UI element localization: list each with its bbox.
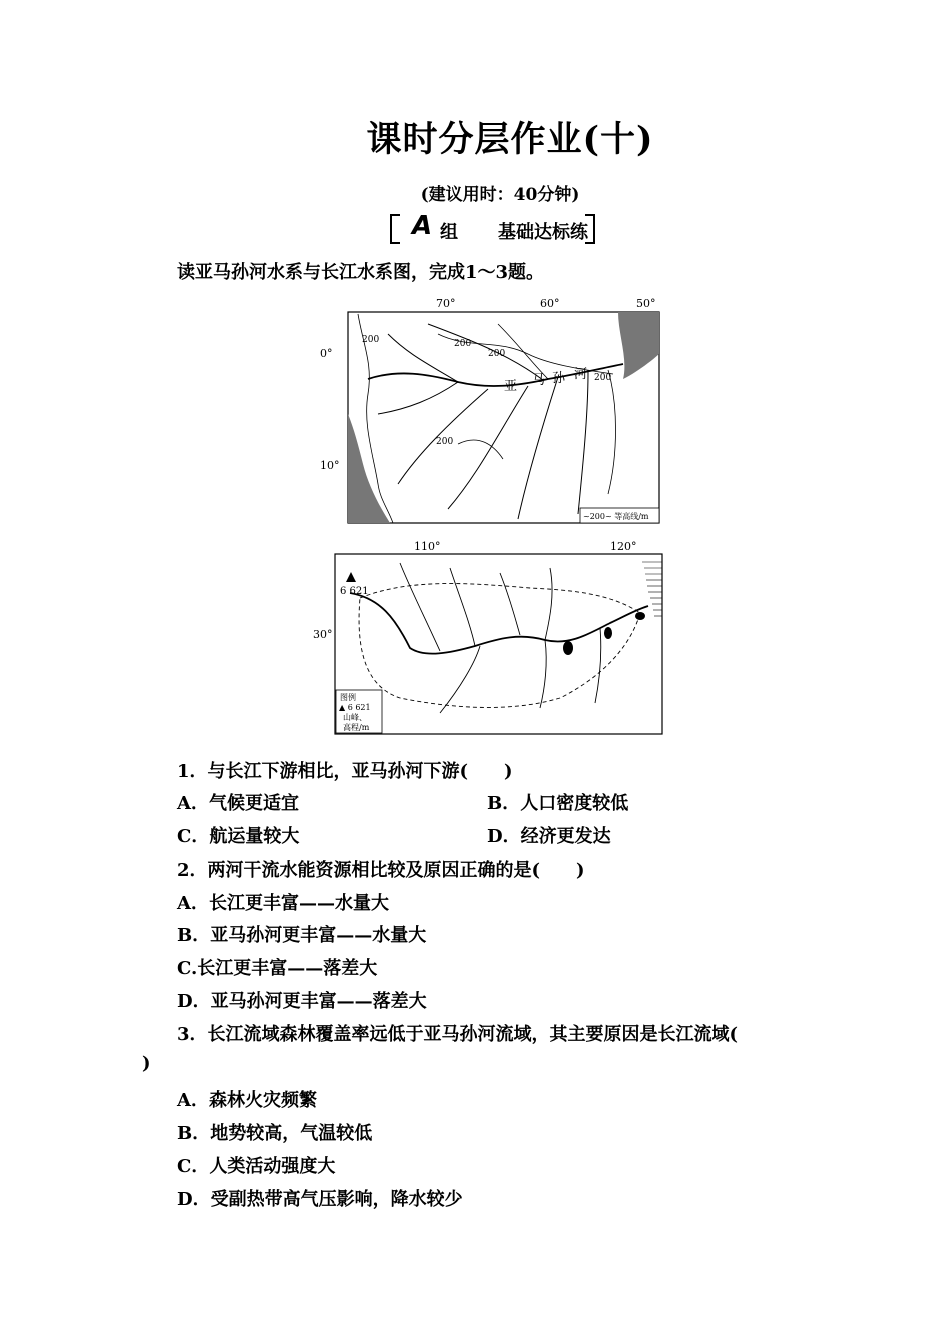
map-legend: ~200~ 等高线/m bbox=[583, 512, 649, 521]
question-2-option-b: B．亚马孙河更丰富——水量大 bbox=[177, 925, 427, 946]
lake bbox=[563, 641, 573, 655]
lat-label: 30° bbox=[313, 628, 333, 641]
lon-label: 70° bbox=[436, 297, 456, 310]
page-title: 课时分层作业(十) bbox=[366, 119, 654, 160]
question-2-option-d: D．亚马孙河更丰富——落差大 bbox=[177, 991, 427, 1012]
contour-label: 200 bbox=[594, 373, 612, 383]
lon-label: 110° bbox=[414, 540, 441, 553]
legend-text: 山峰、 bbox=[343, 713, 367, 722]
group-name: 基础达标练 bbox=[498, 222, 588, 243]
legend-title: 图例 bbox=[340, 693, 356, 702]
legend-text: 高程/m bbox=[343, 723, 370, 732]
group-letter: A bbox=[412, 211, 433, 241]
question-3-stem: 3．长江流域森林覆盖率远低于亚马孙河流域，其主要原因是长江流域( bbox=[177, 1024, 739, 1045]
river-char: 河 bbox=[574, 367, 588, 382]
left-bracket bbox=[390, 214, 400, 244]
group-heading bbox=[390, 211, 595, 244]
peak-elevation: 6 621 bbox=[340, 586, 369, 597]
question-1-option-b: B．人口密度较低 bbox=[487, 793, 629, 814]
question-3-option-b: B．地势较高，气温较低 bbox=[177, 1123, 373, 1144]
lon-label: 120° bbox=[610, 540, 637, 553]
river-char: 马 bbox=[532, 373, 546, 388]
amazon-river-map bbox=[318, 294, 663, 526]
right-bracket bbox=[585, 214, 595, 244]
question-1-stem: 1．与长江下游相比，亚马孙河下游( ) bbox=[177, 761, 513, 782]
question-2-stem: 2．两河干流水能资源相比较及原因正确的是( ) bbox=[177, 860, 585, 881]
intro-text: 读亚马孙河水系与长江水系图，完成1～3题。 bbox=[177, 262, 545, 283]
question-3-stem-cont: ) bbox=[142, 1053, 151, 1074]
question-3-option-d: D．受副热带高气压影响，降水较少 bbox=[177, 1189, 463, 1210]
lake bbox=[635, 612, 645, 620]
group-suffix: 组 bbox=[440, 222, 458, 243]
question-1-option-a: A．气候更适宜 bbox=[177, 793, 299, 814]
legend-peak: ▲ 6 621 bbox=[339, 703, 371, 712]
question-1-option-d: D．经济更发达 bbox=[487, 826, 611, 847]
question-2-option-c: C.长江更丰富——落差大 bbox=[177, 958, 378, 979]
contour-label: 200 bbox=[436, 437, 454, 447]
contour-label: 200 bbox=[362, 335, 380, 345]
question-2-option-a: A．长江更丰富——水量大 bbox=[177, 893, 389, 914]
lake bbox=[604, 627, 612, 639]
river-char: 孙 bbox=[552, 371, 566, 386]
question-3-option-a: A．森林火灾频繁 bbox=[177, 1090, 317, 1111]
river-char: 亚 bbox=[504, 379, 518, 394]
contour-label: 200 bbox=[454, 339, 472, 349]
lon-label: 60° bbox=[540, 297, 560, 310]
yangtze-river-map bbox=[310, 538, 665, 736]
question-1-option-c: C．航运量较大 bbox=[177, 826, 300, 847]
lat-label: 0° bbox=[320, 347, 333, 360]
suggested-time: (建议用时：40分钟) bbox=[420, 185, 580, 205]
question-3-option-c: C．人类活动强度大 bbox=[177, 1156, 336, 1177]
lon-label: 50° bbox=[636, 297, 656, 310]
contour-label: 200 bbox=[488, 349, 506, 359]
lat-label: 10° bbox=[320, 459, 340, 472]
